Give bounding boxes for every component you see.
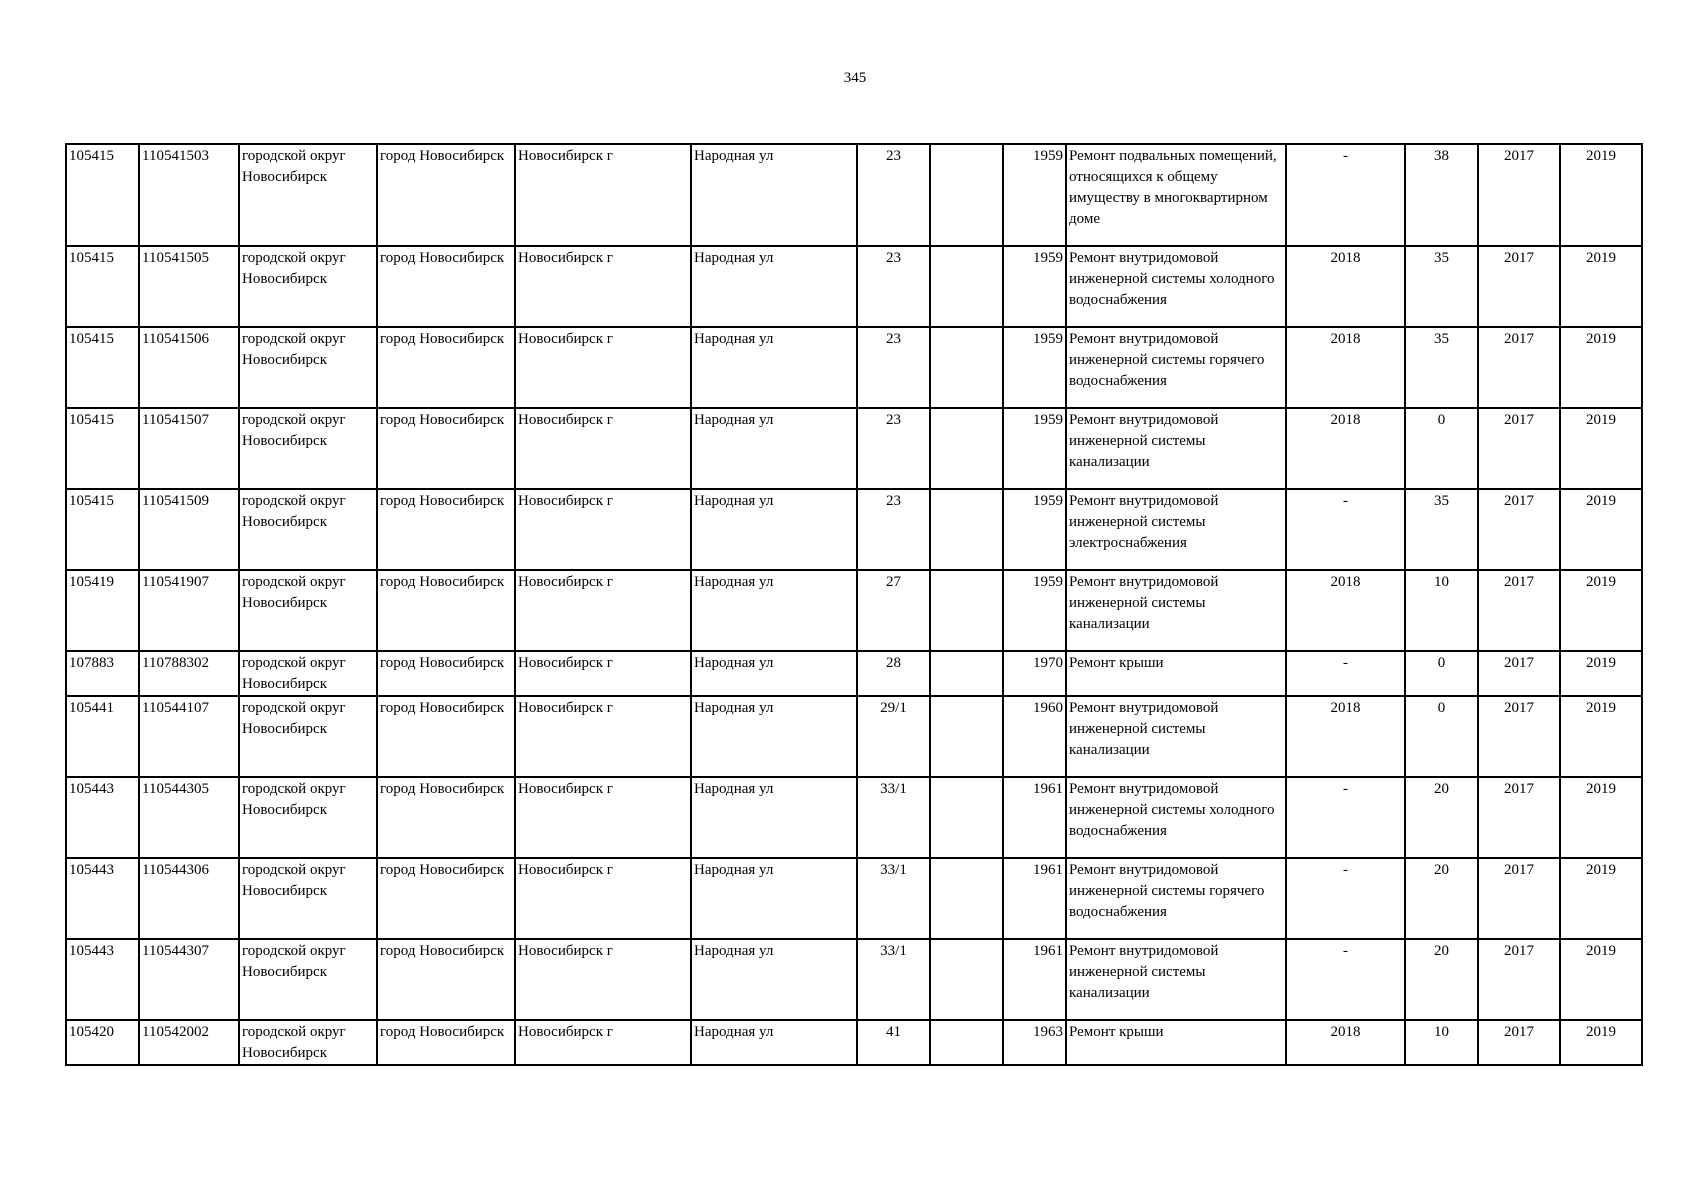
settlement-cell: город Новосибирск: [377, 570, 515, 651]
wear-cell: 35: [1405, 327, 1478, 408]
house-number-cell: 23: [857, 144, 930, 246]
municipality-cell: городской округ Новосибирск: [239, 1020, 377, 1065]
house-number-cell: 29/1: [857, 696, 930, 777]
building-cell: [930, 246, 1003, 327]
house-id-cell: 105419: [66, 570, 139, 651]
street-cell: Народная ул: [691, 777, 857, 858]
building-cell: [930, 489, 1003, 570]
period-end-cell: 2019: [1560, 489, 1642, 570]
record-id-cell: 110541506: [139, 327, 239, 408]
work-type-cell: Ремонт внутридомовой инженерной системы канализации: [1066, 939, 1286, 1020]
municipality-cell: городской округ Новосибирск: [239, 327, 377, 408]
period-start-cell: 2017: [1478, 408, 1560, 489]
building-cell: [930, 327, 1003, 408]
street-cell: Народная ул: [691, 939, 857, 1020]
period-start-cell: 2017: [1478, 651, 1560, 696]
city-cell: Новосибирск г: [515, 651, 691, 696]
year-built-cell: 1970: [1003, 651, 1066, 696]
record-id-cell: 110544305: [139, 777, 239, 858]
period-end-cell: 2019: [1560, 1020, 1642, 1065]
period-start-cell: 2017: [1478, 570, 1560, 651]
house-id-cell: 105415: [66, 144, 139, 246]
planned-year-cell: -: [1286, 144, 1405, 246]
building-cell: [930, 696, 1003, 777]
record-id-cell: 110541507: [139, 408, 239, 489]
city-cell: Новосибирск г: [515, 144, 691, 246]
wear-cell: 20: [1405, 939, 1478, 1020]
settlement-cell: город Новосибирск: [377, 489, 515, 570]
settlement-cell: город Новосибирск: [377, 1020, 515, 1065]
planned-year-cell: -: [1286, 939, 1405, 1020]
period-end-cell: 2019: [1560, 246, 1642, 327]
period-start-cell: 2017: [1478, 777, 1560, 858]
city-cell: Новосибирск г: [515, 570, 691, 651]
wear-cell: 10: [1405, 1020, 1478, 1065]
table-row: [66, 777, 1642, 858]
building-cell: [930, 144, 1003, 246]
year-built-cell: 1959: [1003, 246, 1066, 327]
city-cell: Новосибирск г: [515, 1020, 691, 1065]
work-type-cell: Ремонт внутридомовой инженерной системы холодного водоснабжения: [1066, 777, 1286, 858]
settlement-cell: город Новосибирск: [377, 144, 515, 246]
table-row: [66, 939, 1642, 1020]
municipality-cell: городской округ Новосибирск: [239, 489, 377, 570]
house-id-cell: 105415: [66, 246, 139, 327]
table-row: [66, 144, 1642, 246]
building-cell: [930, 777, 1003, 858]
year-built-cell: 1959: [1003, 327, 1066, 408]
wear-cell: 0: [1405, 408, 1478, 489]
municipality-cell: городской округ Новосибирск: [239, 246, 377, 327]
planned-year-cell: 2018: [1286, 408, 1405, 489]
wear-cell: 20: [1405, 858, 1478, 939]
settlement-cell: город Новосибирск: [377, 777, 515, 858]
table-row: [66, 408, 1642, 489]
settlement-cell: город Новосибирск: [377, 939, 515, 1020]
year-built-cell: 1960: [1003, 696, 1066, 777]
repair-register-table: [65, 143, 1643, 1066]
settlement-cell: город Новосибирск: [377, 651, 515, 696]
street-cell: Народная ул: [691, 1020, 857, 1065]
house-id-cell: 105415: [66, 408, 139, 489]
city-cell: Новосибирск г: [515, 939, 691, 1020]
settlement-cell: город Новосибирск: [377, 408, 515, 489]
period-end-cell: 2019: [1560, 570, 1642, 651]
work-type-cell: Ремонт подвальных помещений, относящихся к общему имуществу в многоквартирном доме: [1066, 144, 1286, 246]
year-built-cell: 1959: [1003, 489, 1066, 570]
table-row: [66, 696, 1642, 777]
house-number-cell: 27: [857, 570, 930, 651]
record-id-cell: 110544307: [139, 939, 239, 1020]
street-cell: Народная ул: [691, 858, 857, 939]
table-row: [66, 327, 1642, 408]
building-cell: [930, 939, 1003, 1020]
planned-year-cell: -: [1286, 777, 1405, 858]
period-start-cell: 2017: [1478, 1020, 1560, 1065]
year-built-cell: 1959: [1003, 144, 1066, 246]
table-body: [66, 144, 1642, 1065]
planned-year-cell: -: [1286, 651, 1405, 696]
city-cell: Новосибирск г: [515, 858, 691, 939]
wear-cell: 10: [1405, 570, 1478, 651]
year-built-cell: 1959: [1003, 408, 1066, 489]
record-id-cell: 110788302: [139, 651, 239, 696]
period-start-cell: 2017: [1478, 858, 1560, 939]
house-number-cell: 33/1: [857, 939, 930, 1020]
record-id-cell: 110542002: [139, 1020, 239, 1065]
year-built-cell: 1959: [1003, 570, 1066, 651]
street-cell: Народная ул: [691, 408, 857, 489]
table-row: [66, 1020, 1642, 1065]
house-number-cell: 23: [857, 246, 930, 327]
period-start-cell: 2017: [1478, 939, 1560, 1020]
house-number-cell: 41: [857, 1020, 930, 1065]
house-id-cell: 105415: [66, 327, 139, 408]
record-id-cell: 110541503: [139, 144, 239, 246]
page-number: 345: [843, 70, 867, 86]
street-cell: Народная ул: [691, 570, 857, 651]
city-cell: Новосибирск г: [515, 246, 691, 327]
wear-cell: 35: [1405, 246, 1478, 327]
work-type-cell: Ремонт внутридомовой инженерной системы электроснабжения: [1066, 489, 1286, 570]
house-number-cell: 23: [857, 327, 930, 408]
table-row: [66, 858, 1642, 939]
municipality-cell: городской округ Новосибирск: [239, 651, 377, 696]
street-cell: Народная ул: [691, 651, 857, 696]
record-id-cell: 110541907: [139, 570, 239, 651]
planned-year-cell: -: [1286, 489, 1405, 570]
wear-cell: 0: [1405, 651, 1478, 696]
work-type-cell: Ремонт внутридомовой инженерной системы горячего водоснабжения: [1066, 858, 1286, 939]
record-id-cell: 110544107: [139, 696, 239, 777]
period-end-cell: 2019: [1560, 408, 1642, 489]
wear-cell: 35: [1405, 489, 1478, 570]
house-number-cell: 33/1: [857, 858, 930, 939]
wear-cell: 20: [1405, 777, 1478, 858]
municipality-cell: городской округ Новосибирск: [239, 144, 377, 246]
house-id-cell: 105443: [66, 777, 139, 858]
house-id-cell: 105441: [66, 696, 139, 777]
work-type-cell: Ремонт внутридомовой инженерной системы горячего водоснабжения: [1066, 327, 1286, 408]
planned-year-cell: 2018: [1286, 696, 1405, 777]
house-id-cell: 105415: [66, 489, 139, 570]
house-id-cell: 107883: [66, 651, 139, 696]
city-cell: Новосибирск г: [515, 696, 691, 777]
settlement-cell: город Новосибирск: [377, 858, 515, 939]
building-cell: [930, 570, 1003, 651]
period-end-cell: 2019: [1560, 777, 1642, 858]
record-id-cell: 110541505: [139, 246, 239, 327]
period-end-cell: 2019: [1560, 858, 1642, 939]
house-number-cell: 23: [857, 489, 930, 570]
work-type-cell: Ремонт внутридомовой инженерной системы холодного водоснабжения: [1066, 246, 1286, 327]
street-cell: Народная ул: [691, 144, 857, 246]
street-cell: Народная ул: [691, 696, 857, 777]
house-number-cell: 28: [857, 651, 930, 696]
settlement-cell: город Новосибирск: [377, 246, 515, 327]
house-number-cell: 23: [857, 408, 930, 489]
city-cell: Новосибирск г: [515, 777, 691, 858]
city-cell: Новосибирск г: [515, 489, 691, 570]
street-cell: Народная ул: [691, 246, 857, 327]
period-start-cell: 2017: [1478, 327, 1560, 408]
house-id-cell: 105443: [66, 939, 139, 1020]
work-type-cell: Ремонт крыши: [1066, 1020, 1286, 1065]
house-number-cell: 33/1: [857, 777, 930, 858]
planned-year-cell: 2018: [1286, 1020, 1405, 1065]
municipality-cell: городской округ Новосибирск: [239, 408, 377, 489]
period-start-cell: 2017: [1478, 144, 1560, 246]
year-built-cell: 1961: [1003, 777, 1066, 858]
municipality-cell: городской округ Новосибирск: [239, 570, 377, 651]
municipality-cell: городской округ Новосибирск: [239, 939, 377, 1020]
record-id-cell: 110541509: [139, 489, 239, 570]
city-cell: Новосибирск г: [515, 408, 691, 489]
table-row: [66, 489, 1642, 570]
table-row: [66, 570, 1642, 651]
period-end-cell: 2019: [1560, 696, 1642, 777]
street-cell: Народная ул: [691, 327, 857, 408]
table-row: [66, 651, 1642, 696]
year-built-cell: 1961: [1003, 939, 1066, 1020]
period-start-cell: 2017: [1478, 246, 1560, 327]
building-cell: [930, 1020, 1003, 1065]
work-type-cell: Ремонт внутридомовой инженерной системы канализации: [1066, 408, 1286, 489]
period-start-cell: 2017: [1478, 489, 1560, 570]
house-id-cell: 105420: [66, 1020, 139, 1065]
street-cell: Народная ул: [691, 489, 857, 570]
building-cell: [930, 858, 1003, 939]
settlement-cell: город Новосибирск: [377, 696, 515, 777]
year-built-cell: 1961: [1003, 858, 1066, 939]
period-end-cell: 2019: [1560, 144, 1642, 246]
wear-cell: 0: [1405, 696, 1478, 777]
municipality-cell: городской округ Новосибирск: [239, 777, 377, 858]
period-end-cell: 2019: [1560, 651, 1642, 696]
house-id-cell: 105443: [66, 858, 139, 939]
work-type-cell: Ремонт крыши: [1066, 651, 1286, 696]
table-row: [66, 246, 1642, 327]
record-id-cell: 110544306: [139, 858, 239, 939]
planned-year-cell: -: [1286, 858, 1405, 939]
building-cell: [930, 651, 1003, 696]
wear-cell: 38: [1405, 144, 1478, 246]
city-cell: Новосибирск г: [515, 327, 691, 408]
planned-year-cell: 2018: [1286, 327, 1405, 408]
settlement-cell: город Новосибирск: [377, 327, 515, 408]
work-type-cell: Ремонт внутридомовой инженерной системы канализации: [1066, 570, 1286, 651]
planned-year-cell: 2018: [1286, 570, 1405, 651]
period-start-cell: 2017: [1478, 696, 1560, 777]
period-end-cell: 2019: [1560, 327, 1642, 408]
year-built-cell: 1963: [1003, 1020, 1066, 1065]
municipality-cell: городской округ Новосибирск: [239, 858, 377, 939]
building-cell: [930, 408, 1003, 489]
period-end-cell: 2019: [1560, 939, 1642, 1020]
municipality-cell: городской округ Новосибирск: [239, 696, 377, 777]
planned-year-cell: 2018: [1286, 246, 1405, 327]
work-type-cell: Ремонт внутридомовой инженерной системы канализации: [1066, 696, 1286, 777]
